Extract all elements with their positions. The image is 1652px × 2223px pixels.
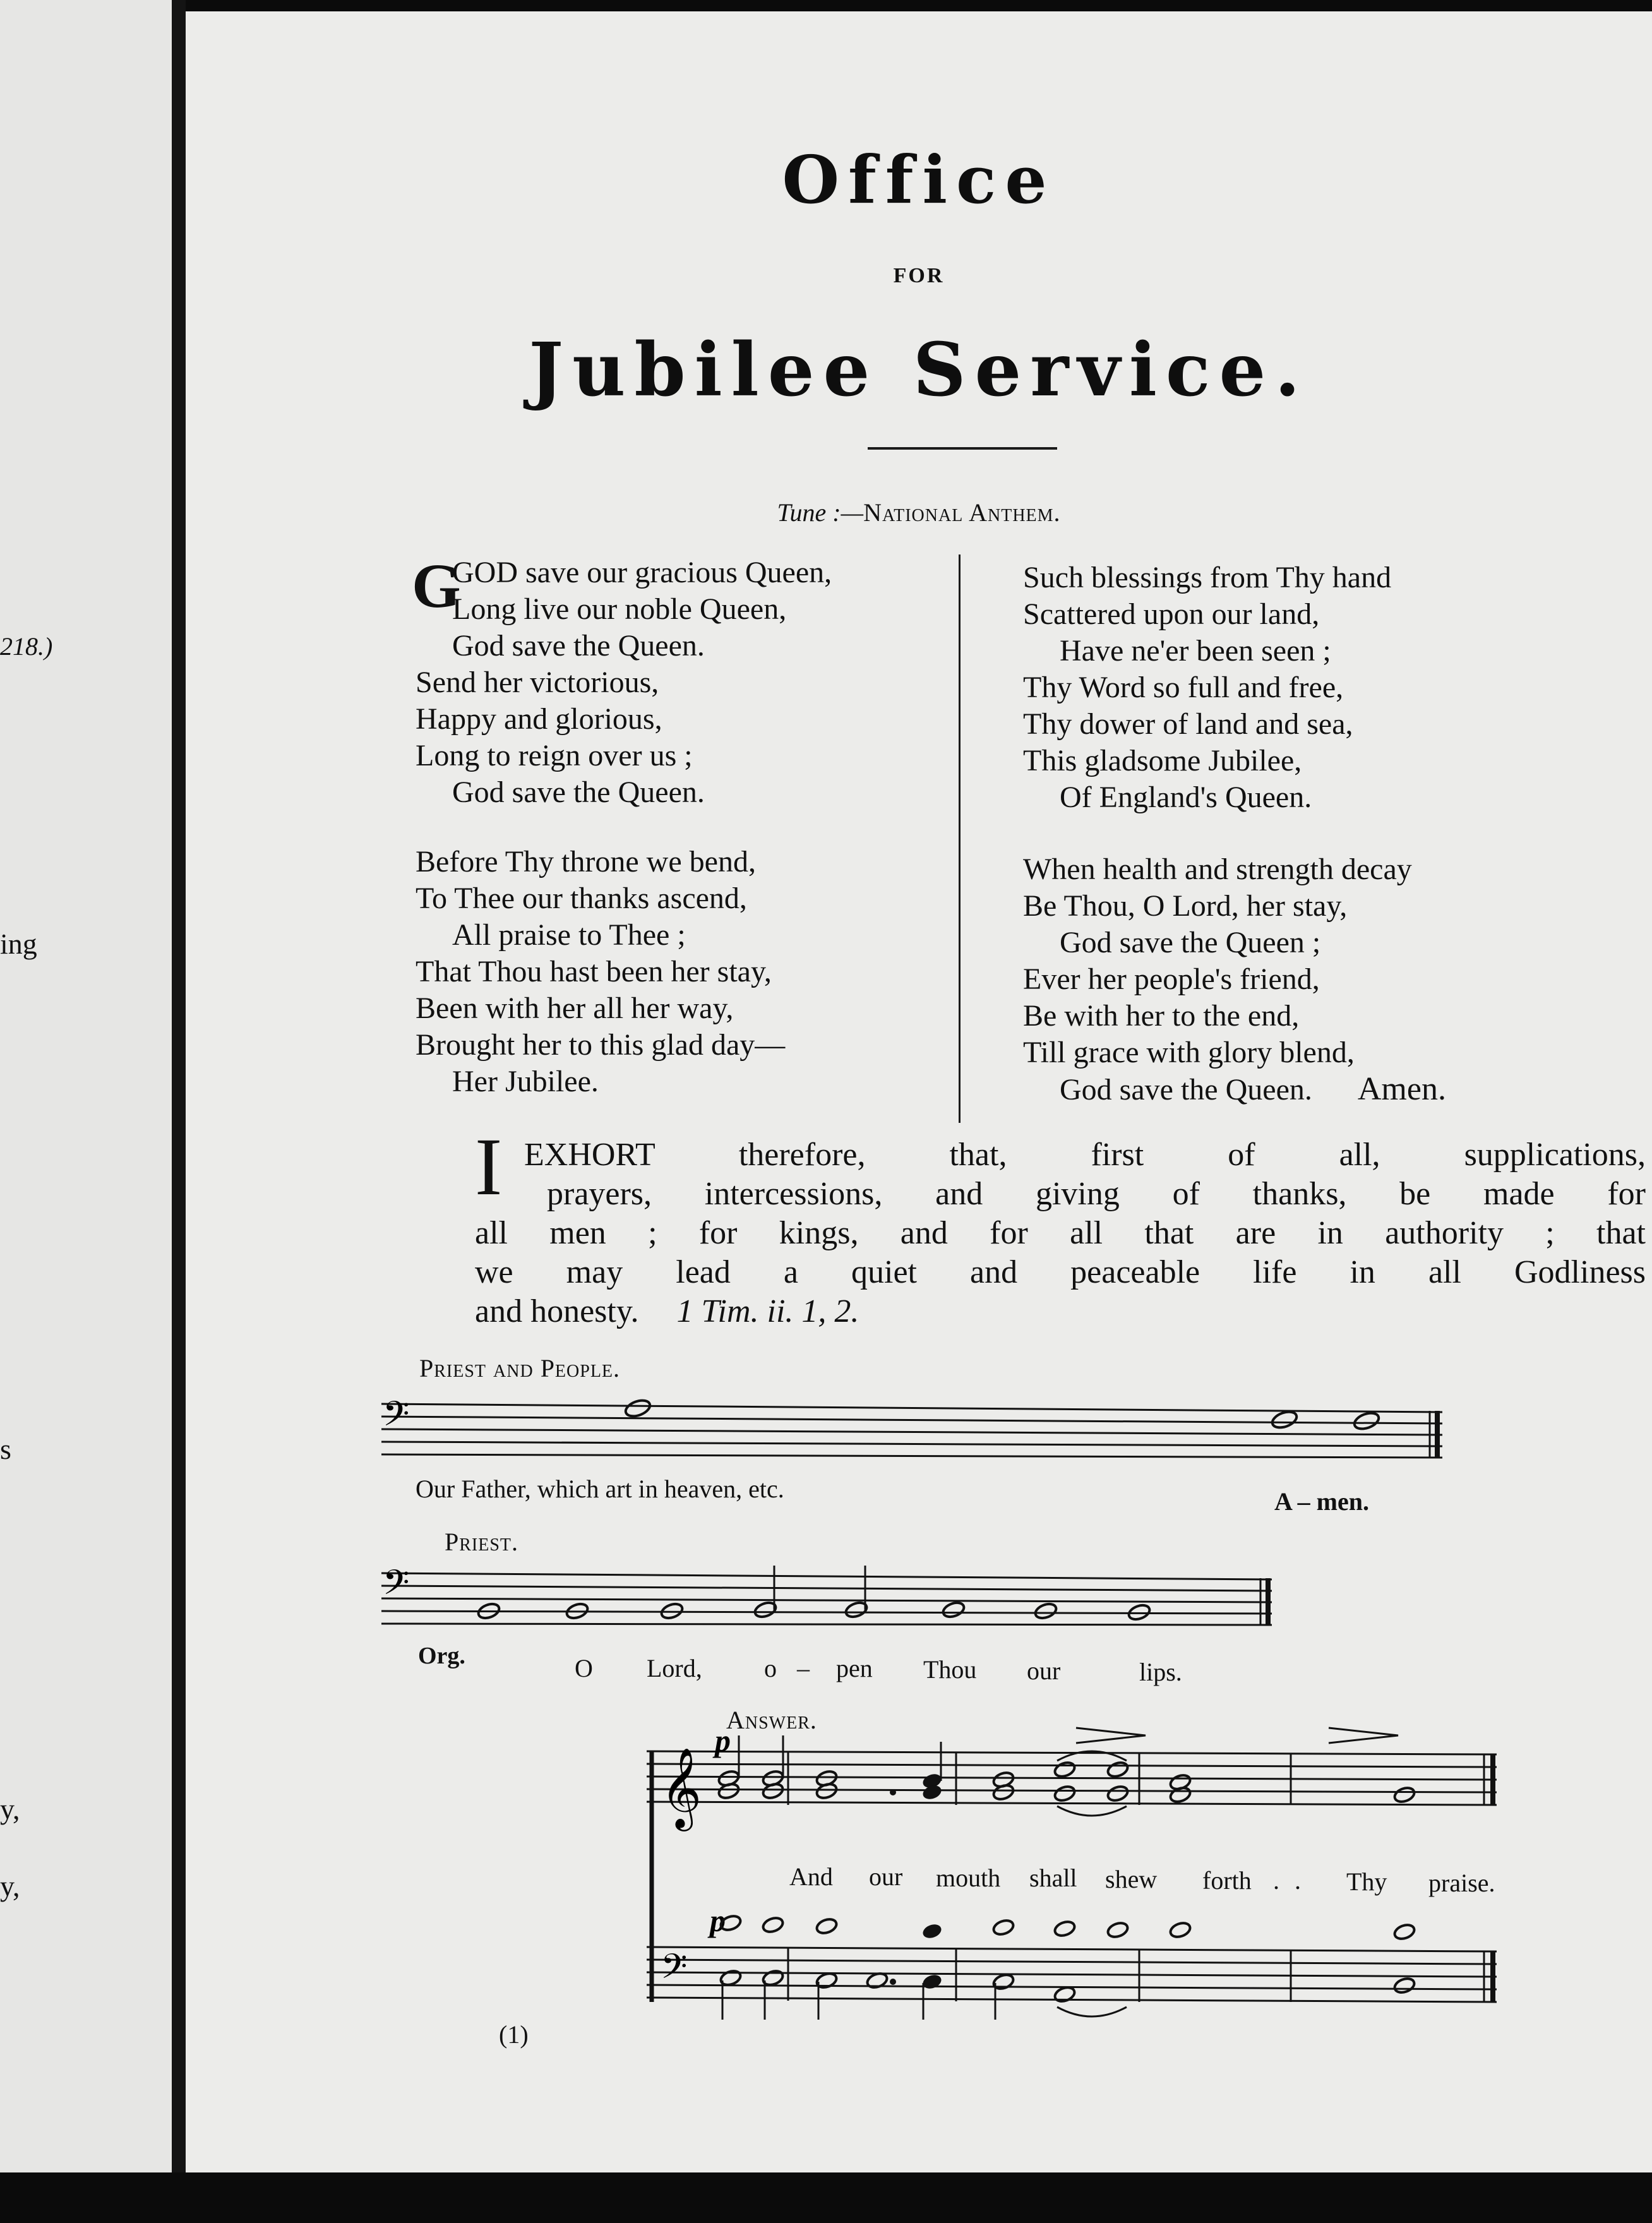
verse-line: That Thou hast been her stay,: [416, 955, 772, 988]
hymn-verse: [416, 844, 785, 1100]
scripture-reference: 1 Tim. ii. 1, 2.: [676, 1293, 859, 1329]
breve-note: [1352, 1410, 1380, 1432]
hymn-verse: [1023, 851, 1446, 1108]
lyric-amen: A – men.: [1274, 1487, 1369, 1516]
lyric-syllable: mouth: [936, 1864, 1001, 1892]
lyric-line: Our Father, which art in heaven, etc.: [416, 1475, 784, 1503]
drop-cap-g: G: [412, 551, 461, 621]
verse-line: Thy Word so full and free,: [1023, 671, 1344, 704]
hymn-verse: [1023, 560, 1391, 816]
tune-name: National Anthem.: [863, 498, 1061, 527]
bass-clef-icon: 𝄢: [383, 1396, 410, 1442]
bass-clef-icon: 𝄢: [661, 1948, 688, 1994]
verse-line: God save the Queen ;: [1060, 926, 1321, 959]
column-divider: [959, 554, 961, 1123]
organ-label: Org.: [418, 1643, 465, 1669]
lyric-syllable: lips.: [1139, 1658, 1182, 1686]
binding-spine: [172, 0, 186, 2172]
document-page: [186, 11, 1652, 2172]
exhortation-line: we may lead a quiet and peaceable life in all Godliness: [475, 1254, 1646, 1290]
lyric-syllable: shall: [1029, 1864, 1077, 1892]
verse-line: Send her victorious,: [416, 666, 659, 699]
facing-page-text: y,: [0, 1793, 20, 1825]
tune-label: Tune :—: [777, 498, 864, 527]
verse-line: This gladsome Jubilee,: [1023, 744, 1302, 777]
lyric-syllable: Thou: [923, 1655, 977, 1684]
exhortation-line: prayers, intercessions, and giving of thanks, be made for: [547, 1176, 1646, 1212]
lyric-syllable: And: [789, 1862, 833, 1891]
lyric-syllable: pen: [836, 1654, 873, 1682]
treble-clef-icon: 𝄞: [661, 1749, 702, 1826]
verse-line: Ever her people's friend,: [1023, 962, 1320, 996]
exhortation-last-text: and honesty.: [475, 1293, 639, 1329]
verse-line: Of England's Queen.: [1060, 781, 1312, 814]
verse-line: Have ne'er been seen ;: [1060, 634, 1331, 668]
lyric-syllable: Lord,: [647, 1654, 702, 1682]
verse-line: To Thee our thanks ascend,: [416, 882, 747, 915]
section-label: Priest and People.: [419, 1354, 621, 1382]
verse-line: Her Jubilee.: [452, 1065, 599, 1098]
verse-line: Scattered upon our land,: [1023, 597, 1320, 631]
verse-line: All praise to Thee ;: [452, 918, 686, 952]
section-label: Priest.: [445, 1528, 519, 1556]
verse-line: [1023, 1071, 1446, 1108]
lyric-syllable: O: [575, 1654, 593, 1682]
lyric-syllable: forth: [1202, 1866, 1252, 1895]
lyric-syllable: shew: [1105, 1865, 1158, 1893]
verse-line-text: God save the Queen.: [1060, 1073, 1312, 1106]
dynamic-piano: p: [715, 1723, 731, 1758]
verse-line: Be with her to the end,: [1023, 999, 1300, 1033]
hymn-verse: [412, 551, 832, 811]
staff-priest: [381, 1562, 1518, 1657]
exhortation-line: all men ; for kings, and for all that are in authority ; that: [475, 1215, 1646, 1251]
lyric-syllable: Thy: [1346, 1867, 1387, 1896]
verse-line: Happy and glorious,: [416, 702, 662, 736]
facing-page-fragment: [0, 0, 172, 2172]
lyric-syllable: .: [1295, 1866, 1301, 1895]
breve-note: [1270, 1409, 1298, 1430]
verse-line: Thy dower of land and sea,: [1023, 707, 1353, 741]
facing-page-text: y,: [0, 1870, 20, 1902]
title-rule: [868, 447, 1057, 450]
title-office: Office: [782, 141, 1056, 219]
tune-line: [186, 498, 1652, 527]
drop-cap-i: I: [475, 1122, 503, 1213]
verse-line: Long to reign over us ;: [416, 739, 693, 772]
title-for: FOR: [893, 264, 945, 287]
title-jubilee-service: Jubilee Service.: [529, 327, 1309, 413]
verse-line: Such blessings from Thy hand: [1023, 561, 1392, 594]
dynamic-piano: p: [710, 1903, 726, 1938]
lyric-syllable: o: [764, 1654, 777, 1682]
exhortation-line: EXHORT therefore, that, first of all, supplications,: [524, 1137, 1646, 1173]
verse-line: Be Thou, O Lord, her stay,: [1023, 889, 1348, 923]
lyric-syllable: praise.: [1428, 1869, 1495, 1897]
staff-priest-people: [381, 1394, 1644, 1483]
breve-note: [623, 1398, 652, 1419]
exhortation-line: [475, 1292, 859, 1331]
facing-page-text: ing: [0, 928, 37, 960]
bass-clef-icon: 𝄢: [383, 1564, 410, 1610]
section-label: Answer.: [726, 1706, 817, 1734]
verse-line: Long live our noble Queen,: [452, 592, 787, 626]
page-number: (1): [499, 2020, 529, 2049]
verse-line: When health and strength decay: [1023, 853, 1412, 886]
amen-text: Amen.: [1357, 1071, 1446, 1107]
lyric-syllable: –: [797, 1654, 810, 1682]
lyric-syllable: our: [1027, 1657, 1061, 1685]
verse-line: Brought her to this glad day—: [416, 1028, 786, 1062]
facing-page-text: 218.): [0, 632, 53, 661]
verse-line: God save the Queen.: [452, 629, 705, 662]
facing-page-text: s: [0, 1433, 11, 1465]
lyric-syllable: our: [869, 1862, 903, 1891]
verse-line: Till grace with glory blend,: [1023, 1036, 1355, 1069]
verse-line: Been with her all her way,: [416, 992, 734, 1025]
verse-line-text: GOD save our gracious Queen,: [452, 556, 832, 589]
verse-line: God save the Queen.: [452, 776, 705, 809]
lyric-syllable: .: [1273, 1866, 1279, 1895]
verse-line: Before Thy throne we bend,: [416, 845, 756, 878]
